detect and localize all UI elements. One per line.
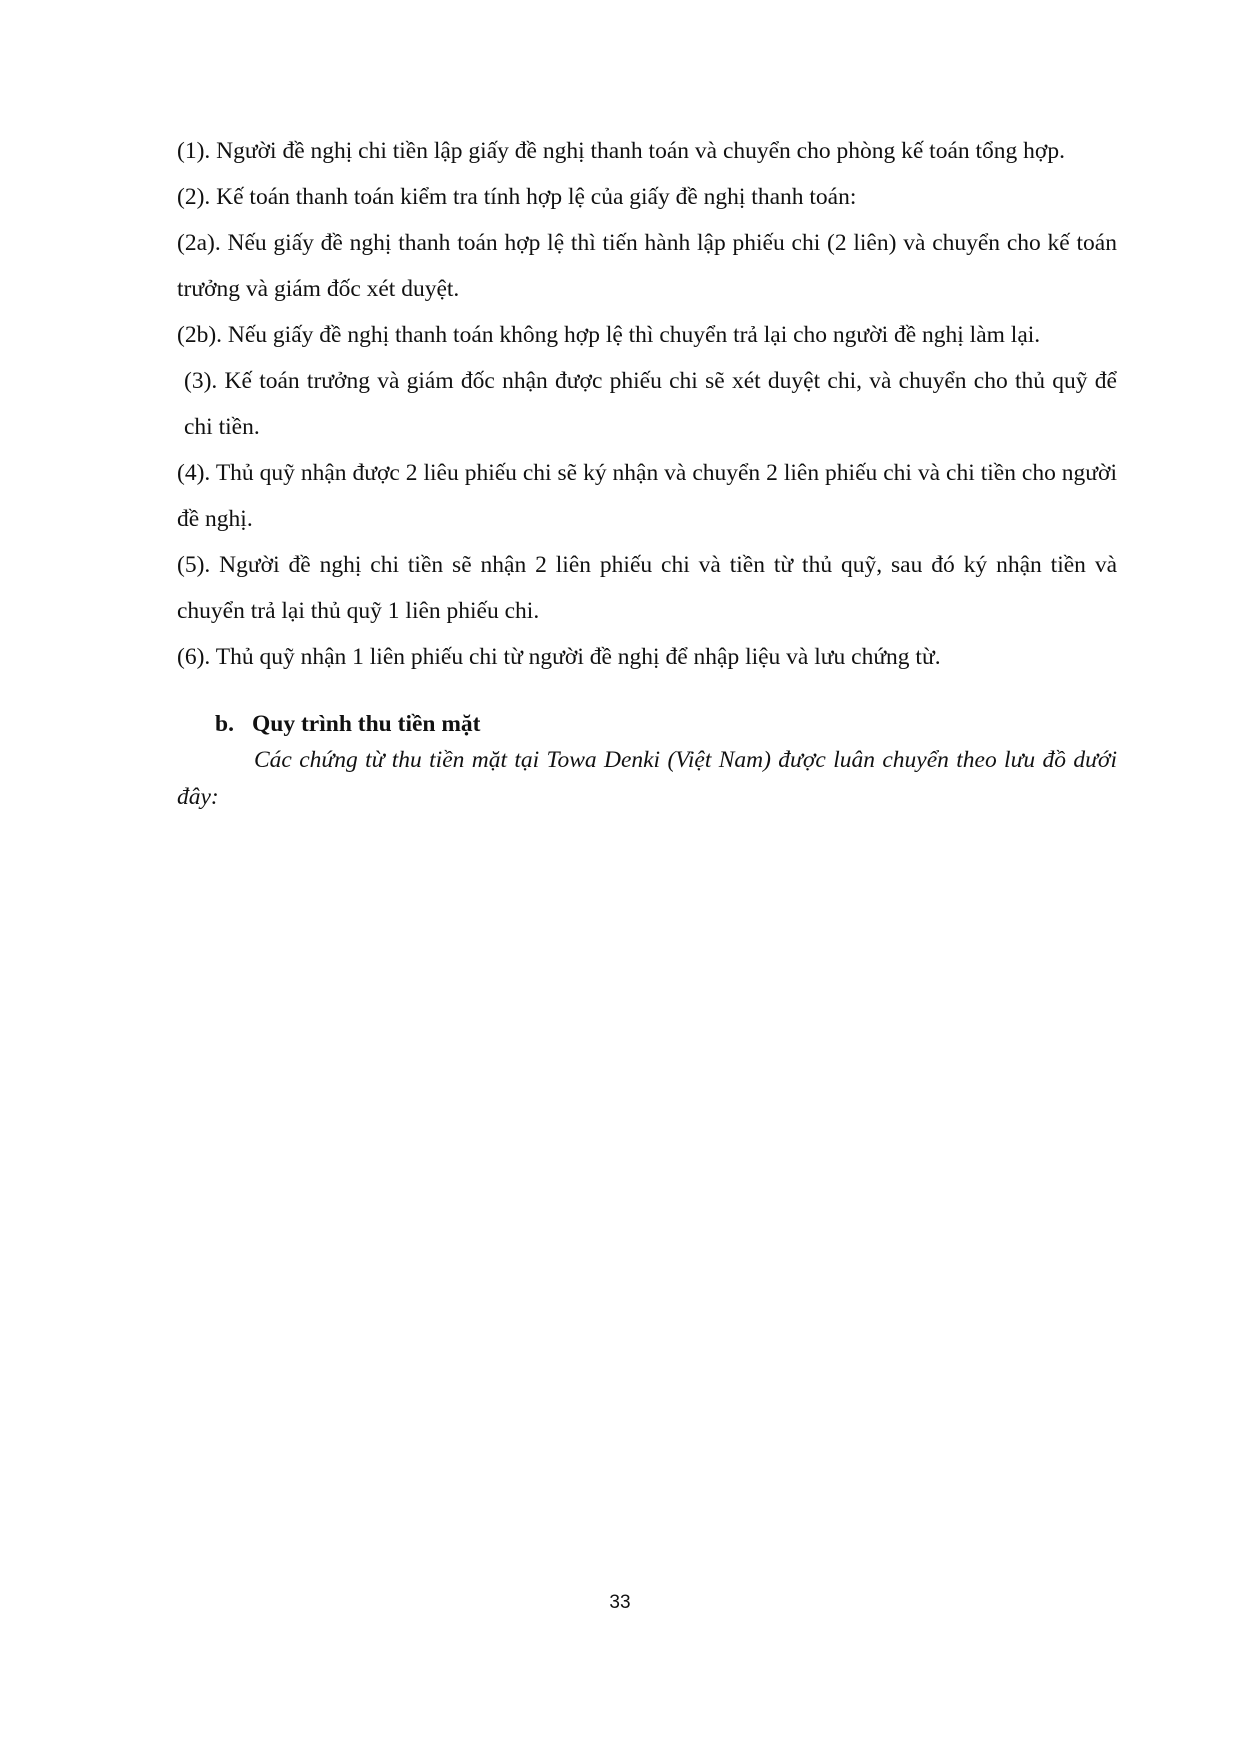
paragraph-step-4: (4). Thủ quỹ nhận được 2 liêu phiếu chi sẽ ký nhận và chuyển 2 liên phiếu chi và chi tiền cho người đề nghị.: [177, 460, 1117, 532]
paragraph-step-1: (1). Người đề nghị chi tiền lập giấy đề nghị thanh toán và chuyển cho phòng kế toán tổng hợp.: [177, 138, 1065, 164]
page-content: [177, 128, 1117, 816]
paragraph-step-6: (6). Thủ quỹ nhận 1 liên phiếu chi từ người đề nghị để nhập liệu và lưu chứng từ.: [177, 644, 941, 670]
section-heading: [177, 706, 1117, 742]
section-title: Quy trình thu tiền mặt: [252, 711, 481, 737]
page-number: 33: [609, 1592, 631, 1613]
paragraph-step-5: (5). Người đề nghị chi tiền sẽ nhận 2 liên phiếu chi và tiền từ thủ quỹ, sau đó ký nhận tiền và chuyển trả lại thủ quỹ 1 liên phiếu chi.: [177, 552, 1117, 624]
paragraph-step-3: (3). Kế toán trưởng và giám đốc nhận được phiếu chi sẽ xét duyệt chi, và chuyển cho thủ quỹ để chi tiền.: [184, 368, 1117, 440]
paragraph-step-2a: (2a). Nếu giấy đề nghị thanh toán hợp lệ thì tiến hành lập phiếu chi (2 liên) và chuyển cho kế toán trưởng và giám đốc xét duyệt.: [177, 230, 1117, 302]
section-marker: b.: [215, 711, 234, 737]
section-intro: Các chứng từ thu tiền mặt tại Towa Denki (Việt Nam) được luân chuyển theo lưu đồ dưới đây:: [177, 747, 1117, 810]
paragraph-step-2b: (2b). Nếu giấy đề nghị thanh toán không hợp lệ thì chuyển trả lại cho người đề nghị làm lại.: [177, 322, 1041, 348]
paragraph-step-2: (2). Kế toán thanh toán kiểm tra tính hợp lệ của giấy đề nghị thanh toán:: [177, 184, 857, 210]
